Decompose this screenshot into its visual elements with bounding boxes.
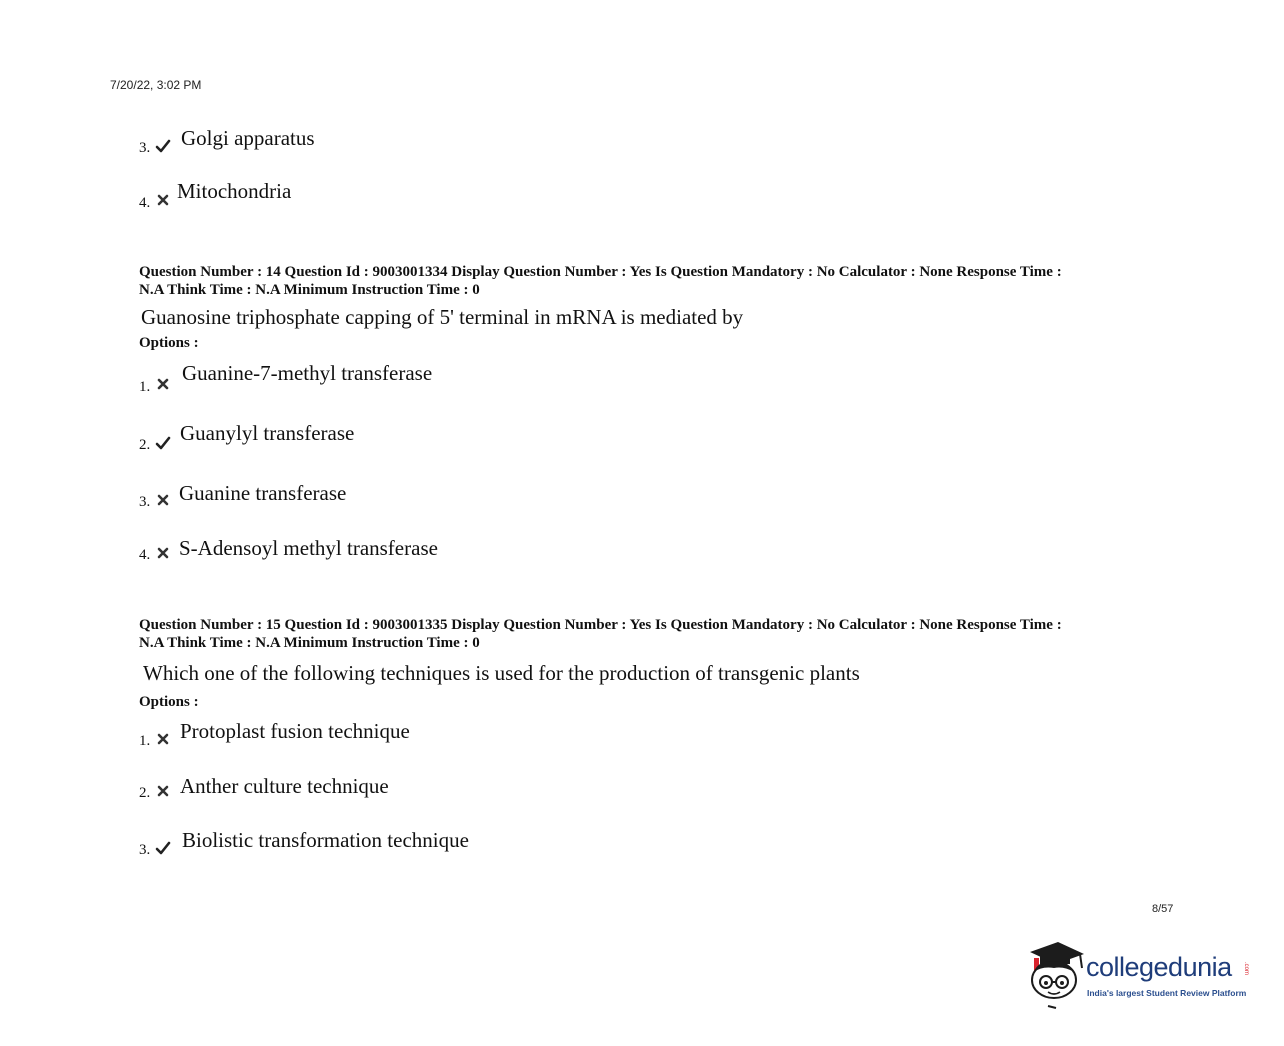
question-metadata	[139, 616, 1149, 652]
question-metadata-line: Question Number : 15 Question Id : 9003001335 Display Question Number : Yes Is Question Mandatory : No Calculator : None Response Time :	[139, 617, 1062, 633]
option-text: Golgi apparatus	[181, 126, 315, 150]
option-number: 3.	[139, 140, 151, 156]
option-number: 3.	[139, 842, 151, 858]
collegedunia-mascot-icon	[1024, 938, 1086, 1010]
options-label: Options :	[139, 335, 199, 351]
logo-tagline: India's largest Student Review Platform	[1087, 988, 1247, 998]
question-text: Guanosine triphosphate capping of 5' terminal in mRNA is mediated by	[141, 305, 744, 329]
check-icon	[155, 138, 171, 154]
print-timestamp: 7/20/22, 3:02 PM	[110, 78, 202, 92]
cross-icon	[155, 545, 171, 561]
option-text: Biolistic transformation technique	[182, 828, 469, 852]
option-text: Guanine transferase	[179, 481, 347, 505]
option-text: Guanylyl transferase	[180, 421, 355, 445]
question-text: Which one of the following techniques is used for the production of transgenic plants	[143, 661, 860, 685]
option-number: 2.	[139, 437, 151, 453]
cross-icon	[155, 492, 171, 508]
option-number: 3.	[139, 494, 151, 510]
option-number: 4.	[139, 547, 151, 563]
option-number: 4.	[139, 195, 151, 211]
cross-icon	[155, 192, 171, 208]
question-metadata-line: N.A Think Time : N.A Minimum Instruction Time : 0	[139, 282, 480, 298]
cross-icon	[155, 376, 171, 392]
question-metadata	[139, 263, 1149, 299]
option-text: S-Adensoyl methyl transferase	[179, 536, 438, 560]
option-number: 1.	[139, 379, 151, 395]
option-text: Anther culture technique	[180, 774, 389, 798]
check-icon	[155, 840, 171, 856]
option-text: Guanine-7-methyl transferase	[182, 361, 433, 385]
cross-icon	[155, 783, 171, 799]
page-number: 8/57	[1152, 903, 1174, 915]
check-icon	[155, 435, 171, 451]
option-text: Protoplast fusion technique	[180, 719, 410, 743]
cross-icon	[155, 731, 171, 747]
question-metadata-line: N.A Think Time : N.A Minimum Instruction Time : 0	[139, 635, 480, 651]
question-metadata-line: Question Number : 14 Question Id : 9003001334 Display Question Number : Yes Is Question Mandatory : No Calculator : None Response Time :	[139, 264, 1062, 280]
option-number: 1.	[139, 733, 151, 749]
logo-domain-suffix: .com	[1243, 962, 1249, 976]
options-label: Options :	[139, 694, 199, 710]
option-text: Mitochondria	[177, 179, 292, 203]
option-number: 2.	[139, 785, 151, 801]
logo-wordmark: collegedunia	[1086, 952, 1232, 982]
